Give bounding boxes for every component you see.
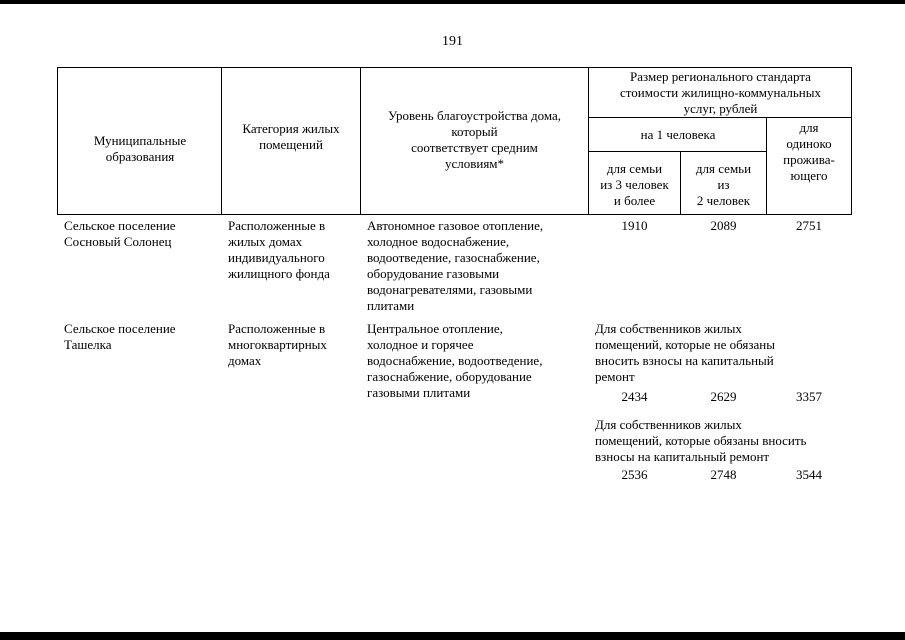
page-number: 191 — [442, 34, 463, 49]
row2-municipality: Сельское поселение Ташелка — [64, 321, 176, 352]
header-category: Категория жилых помещений — [242, 121, 340, 152]
col-border-2 — [360, 67, 361, 215]
row2-group2-note: Для собственников жилых помещений, которые обязаны вносить взносы на капитальный ремонт — [595, 417, 807, 464]
col-border-left — [57, 67, 58, 215]
row2-group2-value-family3: 2536 — [621, 467, 648, 482]
header-family2: для семьи из 2 человек — [695, 161, 752, 208]
row1-value-family3: 1910 — [621, 218, 648, 233]
header-standard: Размер регионального стандарта стоимости жилищно-коммунальных услуг, рублей — [620, 69, 821, 116]
table-top-line — [57, 67, 852, 68]
row2-group1-value-family2: 2629 — [710, 389, 737, 404]
row2-comfort: Центральное отопление, холодное и горячее водоснабжение, водоотведение, газоснабжение, оборудование газовыми плитами — [367, 321, 543, 400]
row2-group1-value-family3: 2434 — [621, 389, 648, 404]
header-family3: для семьи из 3 человек и более — [600, 161, 669, 208]
bottom-border — [0, 632, 905, 640]
row1-value-single: 2751 — [796, 218, 822, 233]
header-per-person: на 1 человека — [640, 127, 716, 142]
header-single: для одиноко прожива- ющего — [783, 120, 835, 183]
per-person-subheader-line — [588, 151, 766, 152]
top-border — [0, 0, 905, 4]
row1-municipality: Сельское поселение Сосновый Солонец — [64, 218, 176, 249]
header-bottom-line — [57, 214, 852, 215]
row2-group1-value-single: 3357 — [796, 389, 822, 404]
col-border-right — [851, 67, 852, 215]
header-comfort: Уровень благоустройства дома, который соответствует средним условиям* — [387, 108, 562, 171]
row1-value-family2: 2089 — [710, 218, 737, 233]
row2-group2-value-family2: 2748 — [710, 467, 737, 482]
header-municipality: Муниципальные образования — [93, 133, 187, 164]
row2-group1-note: Для собственников жилых помещений, которые не обязаны вносить взносы на капитальный ремонт — [595, 321, 775, 384]
col-border-1 — [221, 67, 222, 215]
row1-category: Расположенные в жилых домах индивидуального жилищного фонда — [228, 218, 330, 281]
row1-comfort: Автономное газовое отопление, холодное водоснабжение, водоотведение, газоснабжение, оборудование газовыми водонагревателями, газовыми плитами — [367, 218, 544, 313]
standard-subheader-line — [588, 117, 852, 118]
row2-category: Расположенные в многоквартирных домах — [228, 321, 327, 368]
row2-group2-value-single: 3544 — [796, 467, 822, 482]
